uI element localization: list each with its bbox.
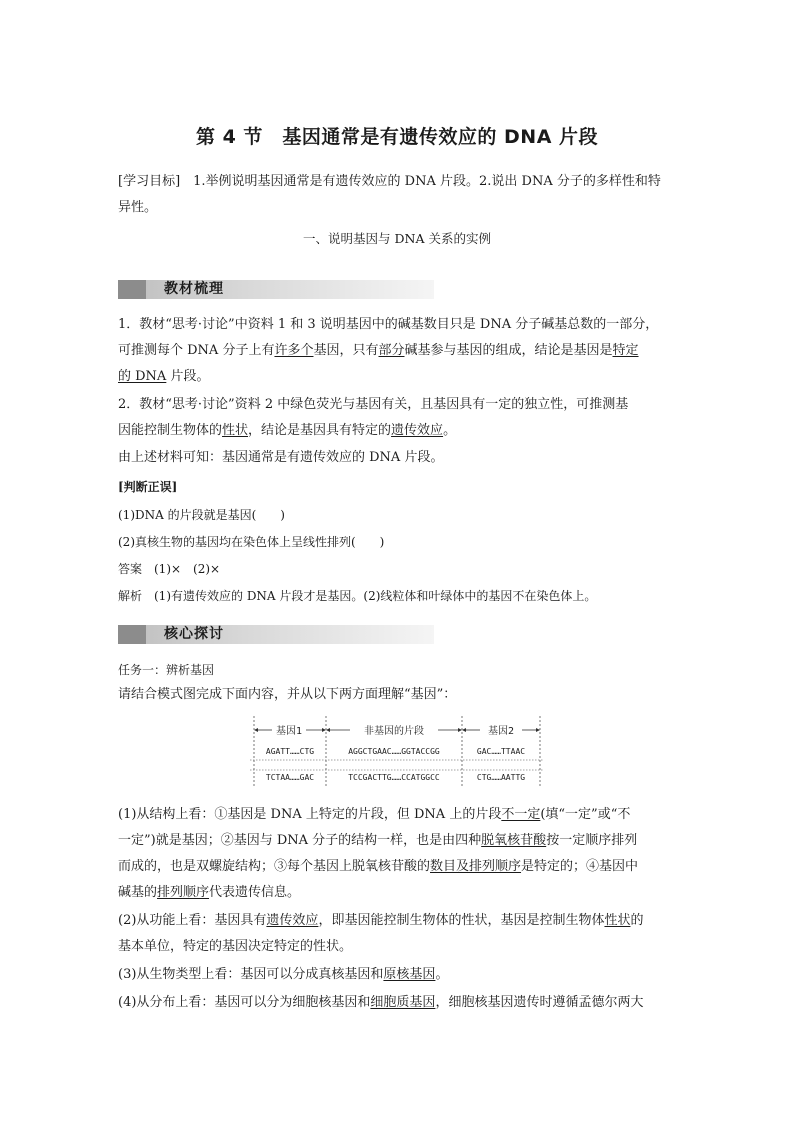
section-bar-accent <box>118 280 146 299</box>
analysis-line: 解析 (1)有遗传效应的 DNA 片段才是基因。(2)线粒体和叶绿体中的基因不在染色体上。 <box>118 589 597 603</box>
top-strand-segment-3: GAC……TTAAC <box>476 747 526 756</box>
non-gene-label: 非基因的片段 <box>364 726 424 737</box>
learning-objectives-line1: [学习目标] 1.举例说明基因通常是有遗传效应的 DNA 片段。2.说出 DNA 分子的多样性和特 <box>118 174 661 189</box>
paragraph-1-line3: 的 DNA 片段。 <box>118 369 210 384</box>
bottom-strand-segment-1: TCTAA……GAC <box>265 773 315 782</box>
judge-question-1: (1)DNA 的片段就是基因( ) <box>118 508 285 522</box>
paragraph-2-line1: 2．教材“思考·讨论”资料 2 中绿色荧光与基因有关，且基因具有一定的独立性，可推测基 <box>118 397 629 412</box>
bottom-strand-segment-3: CTG……AATTG <box>476 773 526 782</box>
section-bar-label: 教材梳理 <box>164 281 224 297</box>
point-1-line2: 一定”)就是基因；②基因与 DNA 分子的结构一样，也是由四种脱氧核苷酸按一定顺序排列 <box>118 833 638 848</box>
gene2-label: 基因2 <box>487 726 515 737</box>
bottom-strand-segment-2: TCCGACTTG……CCATGGCC <box>348 773 440 782</box>
learning-objectives-line2: 异性。 <box>118 200 158 215</box>
point-2-line2: 基本单位，特定的基因决定特定的性状。 <box>118 939 353 954</box>
top-strand-segment-1: AGATT……CTG <box>265 747 315 756</box>
judge-question-2: (2)真核生物的基因均在染色体上呈线性排列( ) <box>118 535 385 549</box>
section-bar-accent <box>118 625 146 644</box>
point-1-line4: 碱基的排列顺序代表遗传信息。 <box>118 885 301 900</box>
judge-heading: [判断正误] <box>118 480 178 494</box>
gene-diagram <box>244 714 548 790</box>
task-heading: 任务一：辨析基因 <box>118 663 215 677</box>
section-bar-label: 核心探讨 <box>164 626 224 642</box>
gene-diagram-svg <box>244 714 548 790</box>
section-bar-core-discussion <box>118 625 434 644</box>
section-bar-textbook-review <box>118 280 434 299</box>
task-intro: 请结合模式图完成下面内容，并从以下两方面理解“基因”： <box>118 687 457 702</box>
top-strand-segment-2: AGGCTGAAC……GGTACCGG <box>348 747 440 756</box>
page-title: 第 4 节 基因通常是有遗传效应的 DNA 片段 <box>195 126 599 148</box>
point-3: (3)从生物类型上看：基因可以分成真核基因和原核基因。 <box>118 967 449 982</box>
point-4: (4)从分布上看：基因可以分为细胞核基因和细胞质基因，细胞核基因遗传时遵循孟德尔两大 <box>118 995 644 1010</box>
answer-line: 答案 (1)× (2)× <box>118 562 221 576</box>
point-1-line3: 而成的，也是双螺旋结构；③每个基因上脱氧核苷酸的数目及排列顺序是特定的；④基因中 <box>118 859 639 874</box>
paragraph-3: 由上述材料可知：基因通常是有遗传效应的 DNA 片段。 <box>118 450 444 465</box>
paragraph-1-line1: 1．教材“思考·讨论”中资料 1 和 3 说明基因中的碱基数目只是 DNA 分子碱基总数的一部分， <box>118 317 659 332</box>
point-2-line1: (2)从功能上看：基因具有遗传效应，即基因能控制生物体的性状，基因是控制生物体性状的 <box>118 913 644 928</box>
gene1-label: 基因1 <box>275 726 303 737</box>
paragraph-1-line2: 可推测每个 DNA 分子上有许多个基因，只有部分碱基参与基因的组成，结论是基因是特定 <box>118 343 639 358</box>
paragraph-2-line2: 因能控制生物体的性状，结论是基因具有特定的遗传效应。 <box>118 423 457 438</box>
section-heading: 一、说明基因与 DNA 关系的实例 <box>303 231 491 246</box>
point-1-line1: (1)从结构上看：①基因是 DNA 上特定的片段，但 DNA 上的片段不一定(填“一定”或“不 <box>118 807 631 822</box>
